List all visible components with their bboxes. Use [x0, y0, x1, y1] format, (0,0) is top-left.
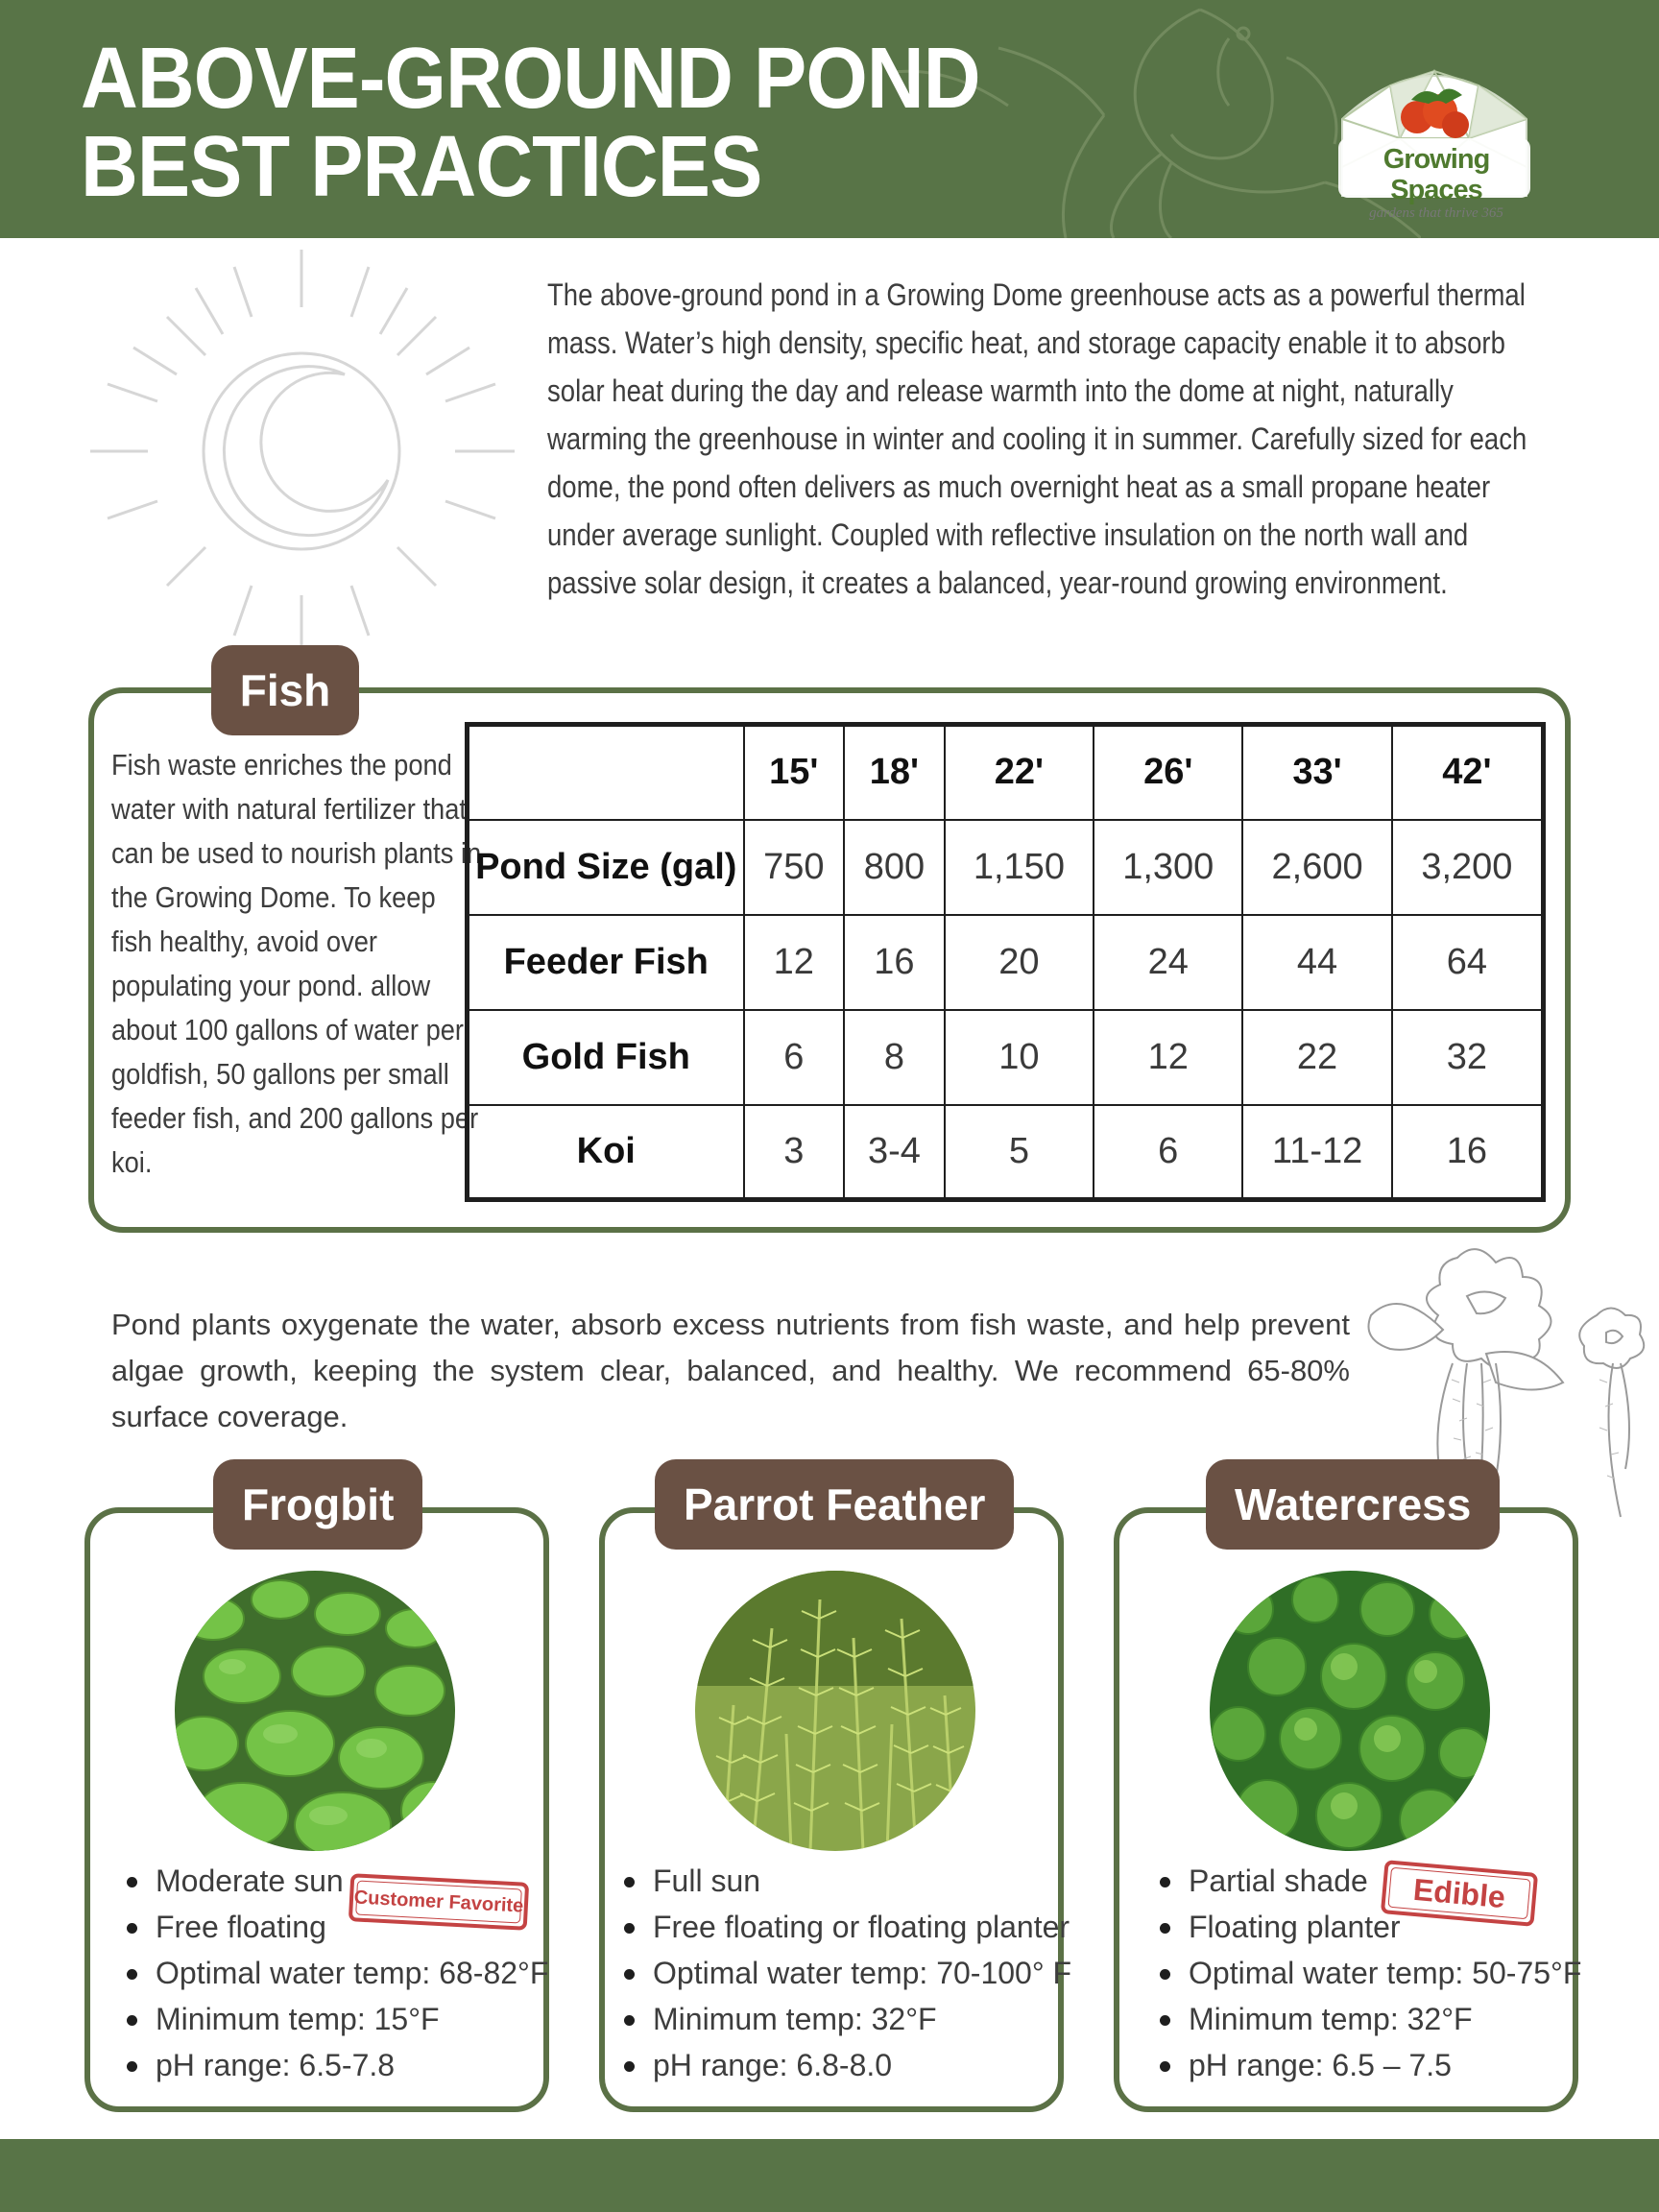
row-header: Feeder Fish: [468, 915, 744, 1010]
list-item: pH range: 6.5 – 7.5: [1156, 2042, 1581, 2088]
list-item: Minimum temp: 32°F: [1156, 1996, 1581, 2042]
table-header-row: [468, 725, 1544, 820]
plant-tab-watercress: Watercress: [1206, 1459, 1500, 1550]
table-cell: 16: [844, 915, 945, 1010]
edible-stamp: Edible: [1381, 1860, 1538, 1927]
table-cell: 8: [844, 1010, 945, 1105]
table-cell: 3,200: [1392, 820, 1544, 915]
header-banner: [0, 0, 1659, 238]
list-item: Floating planter: [1156, 1904, 1581, 1950]
column-header: 18': [844, 725, 945, 820]
table-cell: 6: [1094, 1105, 1242, 1200]
table-cell: 20: [945, 915, 1094, 1010]
table-cell: 11-12: [1242, 1105, 1391, 1200]
table-cell: 2,600: [1242, 820, 1391, 915]
list-item: Minimum temp: 15°F: [123, 1996, 548, 2042]
parrot-feather-photo: [695, 1571, 975, 1851]
list-item: Minimum temp: 32°F: [620, 1996, 1071, 2042]
table-row: [468, 1010, 1544, 1105]
table-row: [468, 1105, 1544, 1200]
list-item: Optimal water temp: 70-100° F: [620, 1950, 1071, 1996]
list-item: Free floating: [123, 1904, 548, 1950]
plants-intro-paragraph: Pond plants oxygenate the water, absorb excess nutrients from fish waste, and help prevent algae growth, keeping the system clear, balanced, and healthy. We recommend 65-80% surface coverage.: [111, 1308, 1350, 1433]
column-header: 33': [1242, 725, 1391, 820]
list-item: Full sun: [620, 1858, 1071, 1904]
row-header: Pond Size (gal): [468, 820, 744, 915]
title-line-2: BEST PRACTICES: [81, 119, 762, 215]
list-item: Free floating or floating planter: [620, 1904, 1071, 1950]
table-cell: 750: [744, 820, 845, 915]
plant-tab-frogbit: Frogbit: [213, 1459, 422, 1550]
table-cell: 3: [744, 1105, 845, 1200]
table-cell: 12: [744, 915, 845, 1010]
logo-tagline: gardens that thrive 365: [1369, 205, 1503, 221]
page-title: [81, 31, 980, 215]
table-cell: 800: [844, 820, 945, 915]
row-header: Gold Fish: [468, 1010, 744, 1105]
watercress-photo: [1210, 1571, 1490, 1851]
table-cell: 44: [1242, 915, 1391, 1010]
column-header: 26': [1094, 725, 1242, 820]
table-corner-cell: [468, 725, 744, 820]
table-cell: 22: [1242, 1010, 1391, 1105]
table-cell: 10: [945, 1010, 1094, 1105]
list-item: Optimal water temp: 50-75°F: [1156, 1950, 1581, 1996]
fish-description: Fish waste enriches the pond water with natural fertilizer that can be used to nourish plants in the Growing Dome. To keep fish healthy, avoid over populating your pond. allow about 100 gallons of water per goldfish, 50 gallons per small feeder fish, and 200 gallons per koi.: [111, 748, 482, 1179]
table-cell: 5: [945, 1105, 1094, 1200]
logo-wordmark: [1336, 144, 1536, 221]
table-cell: 1,300: [1094, 820, 1242, 915]
table-cell: 64: [1392, 915, 1544, 1010]
table-cell: 12: [1094, 1010, 1242, 1105]
table-row: [468, 820, 1544, 915]
fish-section-tab: Fish: [211, 645, 359, 735]
intro-paragraph: The above-ground pond in a Growing Dome greenhouse acts as a powerful thermal mass. Water’s high density, specific heat, and storage capacity enable it to absorb solar heat during the day and release warmth into the dome at night, naturally warming the greenhouse in winter and cooling it in summer. Carefully sized for each dome, the pond often delivers as much overnight heat as a small propane heater under average sunlight. Coupled with reflective insulation on the north wall and passive solar design, it creates a balanced, year-round growing environment.: [547, 277, 1527, 600]
footer-bar: [0, 2139, 1659, 2212]
list-item: pH range: 6.8-8.0: [620, 2042, 1071, 2088]
column-header: 22': [945, 725, 1094, 820]
table-cell: 16: [1392, 1105, 1544, 1200]
list-item: Partial shade: [1156, 1858, 1581, 1904]
list-item: pH range: 6.5-7.8: [123, 2042, 548, 2088]
row-header: Koi: [468, 1105, 744, 1200]
fish-stocking-table: [465, 722, 1546, 1202]
table-cell: 3-4: [844, 1105, 945, 1200]
frogbit-photo: [175, 1571, 455, 1851]
plant-tab-parrot-feather: Parrot Feather: [655, 1459, 1014, 1550]
sun-moon-illustration: [81, 240, 522, 653]
table-row: [468, 915, 1544, 1010]
list-item: Optimal water temp: 68-82°F: [123, 1950, 548, 1996]
table-cell: 24: [1094, 915, 1242, 1010]
parrot-feather-care-list: [620, 1858, 1071, 2088]
table-cell: 32: [1392, 1010, 1544, 1105]
table-cell: 1,150: [945, 820, 1094, 915]
column-header: 15': [744, 725, 845, 820]
logo-name: Growing Spaces: [1382, 144, 1490, 205]
list-item: Moderate sun: [123, 1858, 548, 1904]
customer-favorite-stamp: Customer Favorite: [349, 1873, 529, 1931]
column-header: 42': [1392, 725, 1544, 820]
table-cell: 6: [744, 1010, 845, 1105]
title-line-1: ABOVE-GROUND POND: [81, 31, 980, 127]
